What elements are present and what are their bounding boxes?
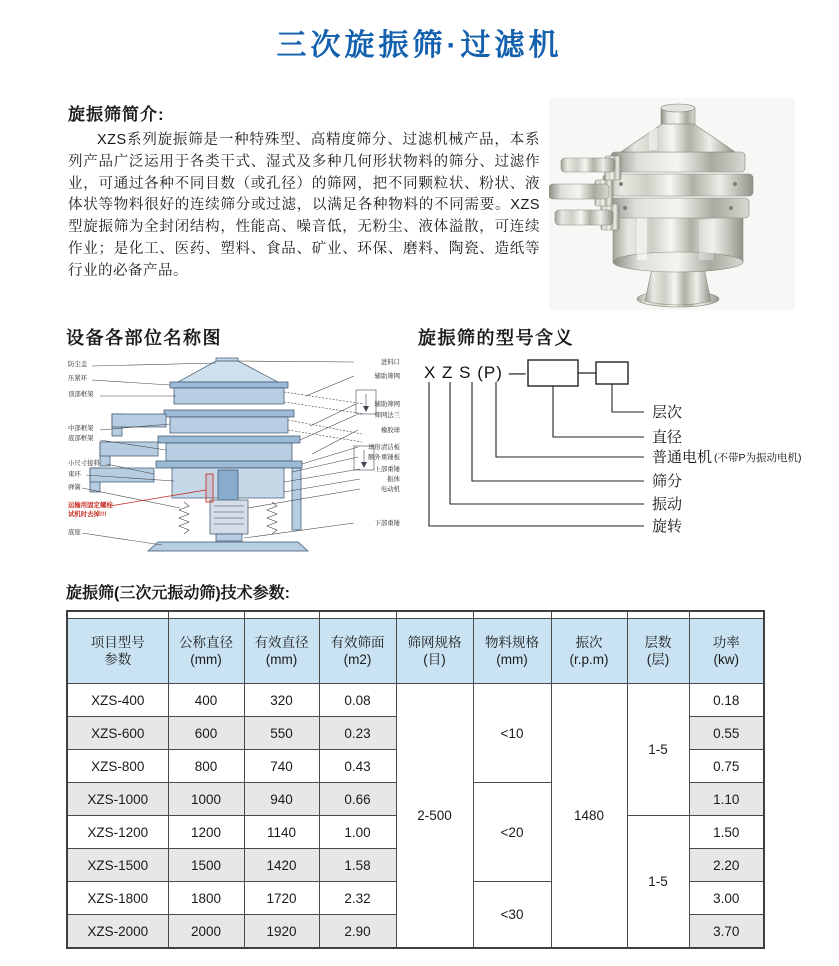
cell-model: XZS-1200 xyxy=(67,816,168,849)
model-label-diameter: 直径 xyxy=(652,429,683,446)
cell-effective: 1720 xyxy=(244,882,319,915)
table-row xyxy=(67,684,764,717)
cell-power: 1.50 xyxy=(689,816,764,849)
cell-effective: 1920 xyxy=(244,915,319,949)
transport-bolt-warning-line1: 运输用固定螺栓 xyxy=(68,502,113,509)
cell-nominal: 800 xyxy=(168,750,244,783)
cell-material-spec: <10 xyxy=(473,684,551,783)
cell-model: XZS-600 xyxy=(67,717,168,750)
model-motor-note: (不带P为振动电机) xyxy=(714,452,802,464)
cell-model: XZS-2000 xyxy=(67,915,168,949)
parts-diagram-section xyxy=(66,324,406,563)
model-label-motor: 普通电机 xyxy=(652,449,713,466)
part-label: 额外重锤板 xyxy=(368,454,400,461)
cell-layers: 1-5 xyxy=(627,684,689,816)
cell-effective: 940 xyxy=(244,783,319,816)
cell-nominal: 1800 xyxy=(168,882,244,915)
col-header-effective-area: 有效筛面 (m2) xyxy=(319,619,396,684)
cell-power: 3.00 xyxy=(689,882,764,915)
part-label: 底部框架 xyxy=(68,435,94,442)
cell-power: 2.20 xyxy=(689,849,764,882)
model-meaning-section xyxy=(418,324,828,559)
part-label: 底座 xyxy=(68,529,81,536)
cell-nominal: 1000 xyxy=(168,783,244,816)
col-header-vibration: 振次 (r.p.m) xyxy=(551,619,627,684)
cell-effective: 1420 xyxy=(244,849,319,882)
part-label: 顶部框架 xyxy=(68,391,94,398)
part-label: 上部重锤 xyxy=(374,466,400,473)
tech-params-heading: 旋振筛(三次元振动筛)技术参数: xyxy=(66,585,290,602)
transport-bolt-warning-line2: 试机时去掉!!! xyxy=(68,511,107,518)
intro-section xyxy=(68,100,540,283)
cell-power: 0.75 xyxy=(689,750,764,783)
col-header-effective-diameter: 有效直径 (mm) xyxy=(244,619,319,684)
cell-mesh-spec: 2-500 xyxy=(396,684,473,949)
col-header-model: 项目型号 参数 xyxy=(67,619,168,684)
col-header-layers: 层数 (层) xyxy=(627,619,689,684)
cell-area: 1.58 xyxy=(319,849,396,882)
transport-bolt-highlight xyxy=(206,474,213,502)
vibrating-sieve-photo-illustration xyxy=(549,98,795,310)
cell-vibration: 1480 xyxy=(551,684,627,949)
part-label: 球形清洁板 xyxy=(368,444,400,451)
parts-diagram-illustration xyxy=(66,354,402,558)
part-label: 振体 xyxy=(387,476,400,483)
model-label-vibration: 振动 xyxy=(652,496,683,513)
cell-material-spec: <30 xyxy=(473,882,551,949)
cell-area: 0.43 xyxy=(319,750,396,783)
cell-power: 0.55 xyxy=(689,717,764,750)
col-header-nominal-diameter: 公称直径 (mm) xyxy=(168,619,244,684)
cell-nominal: 1500 xyxy=(168,849,244,882)
model-label-layers: 层次 xyxy=(652,404,683,421)
cell-nominal: 600 xyxy=(168,717,244,750)
cell-area: 0.23 xyxy=(319,717,396,750)
diameter-box xyxy=(528,360,578,386)
col-header-mesh-spec: 筛网规格 (目) xyxy=(396,619,473,684)
model-meaning-illustration xyxy=(418,354,828,554)
cell-model: XZS-1000 xyxy=(67,783,168,816)
parts-diagram-heading: 设备各部位名称图 xyxy=(66,328,222,348)
cell-effective: 740 xyxy=(244,750,319,783)
col-header-power: 功率 (kw) xyxy=(689,619,764,684)
intro-paragraph: XZS系列旋振筛是一种特殊型、高精度筛分、过滤机械产品，本系列产品广泛运用于各类干式、湿式及多种几何形状物料的筛分、过滤作业，可通过各种不同目数（或孔径）的筛网，把不同颗粒状、粉状、液体状等物料很好的连续筛分或过滤，以满足各种物料的不同需要。XZS型旋振筛为全封闭结构，性能高、噪音低，无粉尘、液体溢散，可连续作业；是化工、医药、塑料、食品、矿业、环保、磨料、陶瓷、造纸等行业的必备产品。 xyxy=(68,132,540,279)
cell-power: 0.18 xyxy=(689,684,764,717)
model-label-sieving: 筛分 xyxy=(652,473,683,490)
cell-power: 1.10 xyxy=(689,783,764,816)
tech-params-table xyxy=(66,610,765,949)
part-label: 中部框架 xyxy=(68,425,94,432)
cell-area: 2.90 xyxy=(319,915,396,949)
part-label: 辅助筛网 xyxy=(374,401,400,408)
cell-layers: 1-5 xyxy=(627,816,689,949)
part-label: 橡胶球 xyxy=(380,427,400,434)
product-photo xyxy=(549,98,795,310)
part-label: 进料口 xyxy=(380,359,400,366)
table-header-row xyxy=(67,619,764,684)
cell-area: 2.32 xyxy=(319,882,396,915)
cell-area: 1.00 xyxy=(319,816,396,849)
cell-effective: 320 xyxy=(244,684,319,717)
part-label: 防尘盖 xyxy=(68,361,88,368)
cell-area: 0.08 xyxy=(319,684,396,717)
model-meaning-heading: 旋振筛的型号含义 xyxy=(418,328,574,348)
cell-material-spec: <20 xyxy=(473,783,551,882)
layers-box xyxy=(596,362,628,384)
cell-effective: 550 xyxy=(244,717,319,750)
col-header-material-spec: 物料规格 (mm) xyxy=(473,619,551,684)
model-code: X Z S (P) — xyxy=(424,363,527,382)
cell-nominal: 2000 xyxy=(168,915,244,949)
cell-effective: 1140 xyxy=(244,816,319,849)
tech-params-section xyxy=(66,580,776,949)
page-title: 三次旋振筛·过滤机 xyxy=(276,29,563,62)
part-label: 束环 xyxy=(68,471,81,478)
part-label: 小尺寸接料 xyxy=(68,460,100,467)
part-label: 压紧环 xyxy=(68,375,88,382)
cell-model: XZS-1500 xyxy=(67,849,168,882)
part-label: 电动机 xyxy=(380,486,400,493)
intro-heading: 旋振筛简介: xyxy=(68,105,165,124)
table-spacer-row xyxy=(67,611,764,619)
cell-area: 0.66 xyxy=(319,783,396,816)
cell-nominal: 400 xyxy=(168,684,244,717)
part-label: 弹簧 xyxy=(68,484,81,491)
cell-nominal: 1200 xyxy=(168,816,244,849)
cell-model: XZS-1800 xyxy=(67,882,168,915)
cell-model: XZS-400 xyxy=(67,684,168,717)
cell-power: 3.70 xyxy=(689,915,764,949)
cell-model: XZS-800 xyxy=(67,750,168,783)
part-label: 筛网法兰 xyxy=(374,412,400,419)
model-label-rotation: 旋转 xyxy=(652,518,683,535)
part-label: 辅助筛网 xyxy=(374,373,400,380)
part-label: 下部重锤 xyxy=(374,520,400,527)
